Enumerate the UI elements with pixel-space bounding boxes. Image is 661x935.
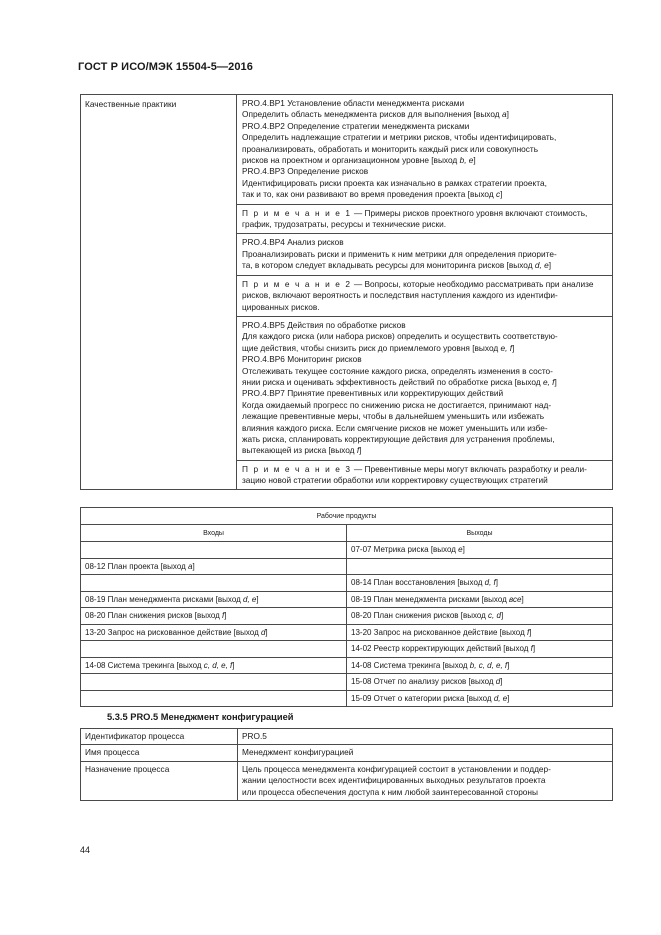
table-row [81,591,613,608]
table-row [81,674,613,691]
output-cell: 15-09 Отчет о категории риска [выход d, e] [347,690,613,707]
practice-bp1-title: PRO.4.BP1 Установление области менеджмента рисками [242,98,465,108]
note-2-cont: цированных рисков. [242,301,320,312]
practice-bp3-title: PRO.4.BP3 Определение рисков [242,166,369,177]
table-row [81,608,613,625]
inputs-header: Входы [81,525,347,542]
table-row [81,729,613,745]
note-2-cont: рисков, включают вероятность и последствия наступления каждого из идентифи- [242,290,558,301]
table-row [81,542,613,559]
input-cell [81,641,347,658]
practice-bp6-text: янии риска и оценивать эффективность действий по обработке риска [выход e, f] [242,376,557,387]
input-cell [81,674,347,691]
output-cell: 14-08 Система трекинга [выход b, c, d, e, f] [347,657,613,674]
practice-bp6-title: PRO.4.BP6 Мониторинг рисков [242,354,362,365]
practice-bp3-text: Идентифицировать риски проекта как изначально в рамках стратегии проекта, [242,177,547,188]
work-products-table [80,507,613,707]
output-cell: 07-07 Метрика риска [выход e] [347,542,613,559]
practice-bp7-text: лежащие превентивные меры, чтобы в дальнейшем уменьшить или избежать [242,411,545,422]
table-row [81,745,613,761]
process-purpose-value: Цель процесса менеджмента конфигурацией состоит в установлении и поддер- жании целостности всех идентифицированных выходных результатов проекта или процесса обеспечения доступа к ним любой заинтересованной стороны [238,761,613,800]
table-row [81,761,613,800]
practice-bp4-text: Проанализировать риски и применить к ним метрики для определения приорите- [242,248,557,259]
input-cell [81,575,347,592]
divider [237,233,612,234]
process-name-value: Менеджмент конфигурацией [238,745,613,761]
page-number: 44 [80,845,91,855]
outputs-header: Выходы [347,525,613,542]
input-cell: 08-20 План снижения рисков [выход f] [81,608,347,625]
practices-body [237,95,613,490]
practices-table [80,94,613,490]
practice-bp4-title: PRO.4.BP4 Анализ рисков [242,237,344,248]
practice-bp6-text: Отслеживать текущее состояние каждого риска, определять изменения в состо- [242,365,553,376]
divider [237,316,612,317]
input-cell [81,542,347,559]
process-id-value: PRO.5 [238,729,613,745]
practice-bp3-text: так и то, как они развивают во время проведения проекта [выход c] [242,189,503,200]
practice-bp2-text: рисков на проектном и организационном уровне [выход b, e] [242,155,476,166]
table-row [81,558,613,575]
practice-bp5-text: Для каждого риска (или набора рисков) определить и осуществить соответствую- [242,331,558,342]
process-id-label: Идентификатор процесса [81,729,238,745]
input-cell: 13-20 Запрос на рискованное действие [выход d] [81,624,347,641]
practice-bp2-text: проанализировать, обработать и мониторить каждый риск или совокупность [242,143,539,154]
divider [237,275,612,276]
work-products-caption: Рабочие продукты [81,508,613,525]
practice-bp4-text: та, в котором следует вкладывать ресурсы для мониторинга рисков [выход d, e] [242,260,551,271]
practice-bp2-text: Определить надлежащие стратегии и метрики рисков, чтобы идентифицировать, [242,132,557,143]
input-cell: 14-08 Система трекинга [выход c, d, e, f] [81,657,347,674]
practice-bp7-text: Когда ожидаемый прогресс по снижению риска не достигается, принимают над- [242,399,552,410]
practice-bp7-text: вытекающей из риска [выход f] [242,445,362,456]
table-row [81,624,613,641]
section-title: 5.3.5 PRO.5 Менеджмент конфигурацией [107,712,294,722]
practice-bp1-text: Определить область менеджмента рисков для выполнения [выход a] [242,109,509,120]
note-1-cont: график, трудозатраты, ресурсы и технические риски. [242,219,447,230]
document-header: ГОСТ Р ИСО/МЭК 15504-5—2016 [78,61,253,73]
practice-bp5-text: щие действия, чтобы снизить риск до приемлемого уровня [выход e, f] [242,342,515,353]
note-1: П р и м е ч а н и е 1 — Примеры рисков проектного уровня включают стоимость, [242,207,588,218]
output-cell: 13-20 Запрос на рискованное действие [выход f] [347,624,613,641]
divider [237,204,612,205]
note-3: П р и м е ч а н и е 3 — Превентивные меры могут включать разработку и реали- [242,463,587,474]
process-table [80,728,613,801]
practice-bp7-text: жать риска, спланировать корректирующие действия для устранения проблемы, [242,433,555,444]
output-cell [347,558,613,575]
table-row [81,575,613,592]
practice-bp7-title: PRO.4.BP7 Принятие превентивных или корректирующих действий [242,388,504,399]
practice-bp2-title: PRO.4.BP2 Определение стратегии менеджмента рисками [242,120,470,131]
table-row [81,657,613,674]
note-3-cont: зацию новой стратегии обработки или корректировку существующих стратегий [242,475,548,486]
output-cell: 15-08 Отчет по анализу рисков [выход d] [347,674,613,691]
input-cell: 08-12 План проекта [выход a] [81,558,347,575]
output-cell: 14-02 Реестр корректирующих действий [выход f] [347,641,613,658]
practice-bp7-text: влияния каждого риска. Если смягчение рисков не может уменьшить или избе- [242,422,548,433]
output-cell: 08-14 План восстановления [выход d, f] [347,575,613,592]
practice-bp5-title: PRO.4.BP5 Действия по обработке рисков [242,319,406,330]
divider [237,460,612,461]
practices-label: Качественные практики [81,95,237,490]
output-cell: 08-19 План менеджмента рисками [выход все] [347,591,613,608]
input-cell [81,690,347,707]
table-row [81,641,613,658]
output-cell: 08-20 План снижения рисков [выход c, d] [347,608,613,625]
process-purpose-label: Назначение процесса [81,761,238,800]
input-cell: 08-19 План менеджмента рисками [выход d, e] [81,591,347,608]
process-name-label: Имя процесса [81,745,238,761]
note-2: П р и м е ч а н и е 2 — Вопросы, которые необходимо рассматривать при анализе [242,278,594,289]
table-row [81,690,613,707]
